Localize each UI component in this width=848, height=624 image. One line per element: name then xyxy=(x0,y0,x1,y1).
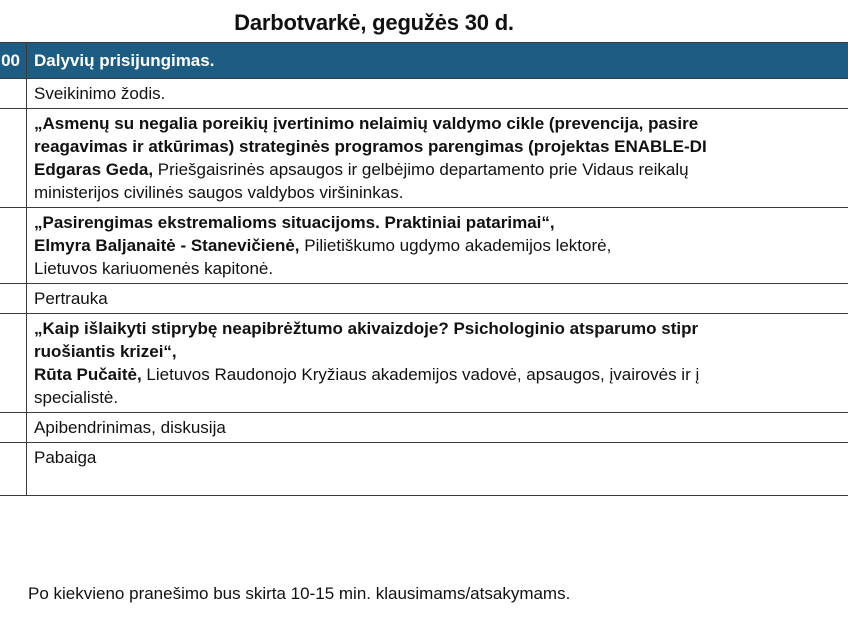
time-cell xyxy=(0,109,27,208)
table-row xyxy=(0,413,848,443)
item-text: Pertrauka xyxy=(34,289,108,308)
table-row xyxy=(0,284,848,314)
speaker-description: Pilietiškumo ugdymo akademijos lektorė, xyxy=(299,236,612,255)
speaker-description-line: specialistė. xyxy=(34,388,119,407)
item-cell xyxy=(27,443,848,496)
footer-note: Po kiekvieno pranešimo bus skirta 10-15 min. klausimams/atsakymams. xyxy=(28,584,571,603)
item-text: Dalyvių prisijungimas. xyxy=(34,51,215,70)
speaker-description: Lietuvos Raudonojo Kryžiaus akademijos vadovė, apsaugos, įvairovės ir į xyxy=(141,365,700,384)
table-row xyxy=(0,79,848,109)
table-row xyxy=(0,208,848,284)
speaker-line xyxy=(34,363,848,386)
page-title: Darbotvarkė, gegužės 30 d. xyxy=(234,10,514,35)
speaker-description-line: Lietuvos kariuomenės kapitonė. xyxy=(34,259,274,278)
time-cell xyxy=(0,443,27,496)
item-cell xyxy=(27,314,848,413)
talk-title-line: „Asmenų su negalia poreikių įvertinimo nelaimių valdymo cikle (prevencija, pasire xyxy=(34,114,699,133)
talk-title-line: „Pasirengimas ekstremalioms situacijoms. Praktiniai patarimai“, xyxy=(34,213,555,232)
speaker-name: Edgaras Geda, xyxy=(34,160,154,179)
time-cell xyxy=(0,79,27,109)
item-cell xyxy=(27,109,848,208)
time-cell xyxy=(0,314,27,413)
speaker-description: Priešgaisrinės apsaugos ir gelbėjimo departamento prie Vidaus reikalų xyxy=(153,160,689,179)
item-cell xyxy=(27,413,848,443)
table-row xyxy=(0,443,848,496)
agenda-table xyxy=(0,42,848,496)
time-cell: 00 xyxy=(0,43,27,79)
speaker-name: Elmyra Baljanaitė - Stanevičienė, xyxy=(34,236,300,255)
item-text: Sveikinimo žodis. xyxy=(34,84,166,103)
talk-title-line: reagavimas ir atkūrimas) strateginės programos parengimas (projektas ENABLE-DI xyxy=(34,137,707,156)
talk-title-line: „Kaip išlaikyti stiprybę neapibrėžtumo akivaizdoje? Psichologinio atsparumo stipr xyxy=(34,319,699,338)
item-cell xyxy=(27,284,848,314)
table-row-header xyxy=(0,43,848,79)
item-cell xyxy=(27,79,848,109)
time-cell xyxy=(0,284,27,314)
item-cell xyxy=(27,208,848,284)
speaker-line xyxy=(34,158,848,181)
table-row xyxy=(0,109,848,208)
time-cell xyxy=(0,413,27,443)
item-text: Apibendrinimas, diskusija xyxy=(34,418,226,437)
speaker-name: Rūta Pučaitė, xyxy=(34,365,142,384)
speaker-description-line: ministerijos civilinės saugos valdybos viršininkas. xyxy=(34,183,404,202)
speaker-line xyxy=(34,234,848,257)
item-cell xyxy=(27,43,848,79)
talk-title-line: ruošiantis krizei“, xyxy=(34,342,177,361)
item-text: Pabaiga xyxy=(34,448,97,467)
table-row xyxy=(0,314,848,413)
time-cell xyxy=(0,208,27,284)
